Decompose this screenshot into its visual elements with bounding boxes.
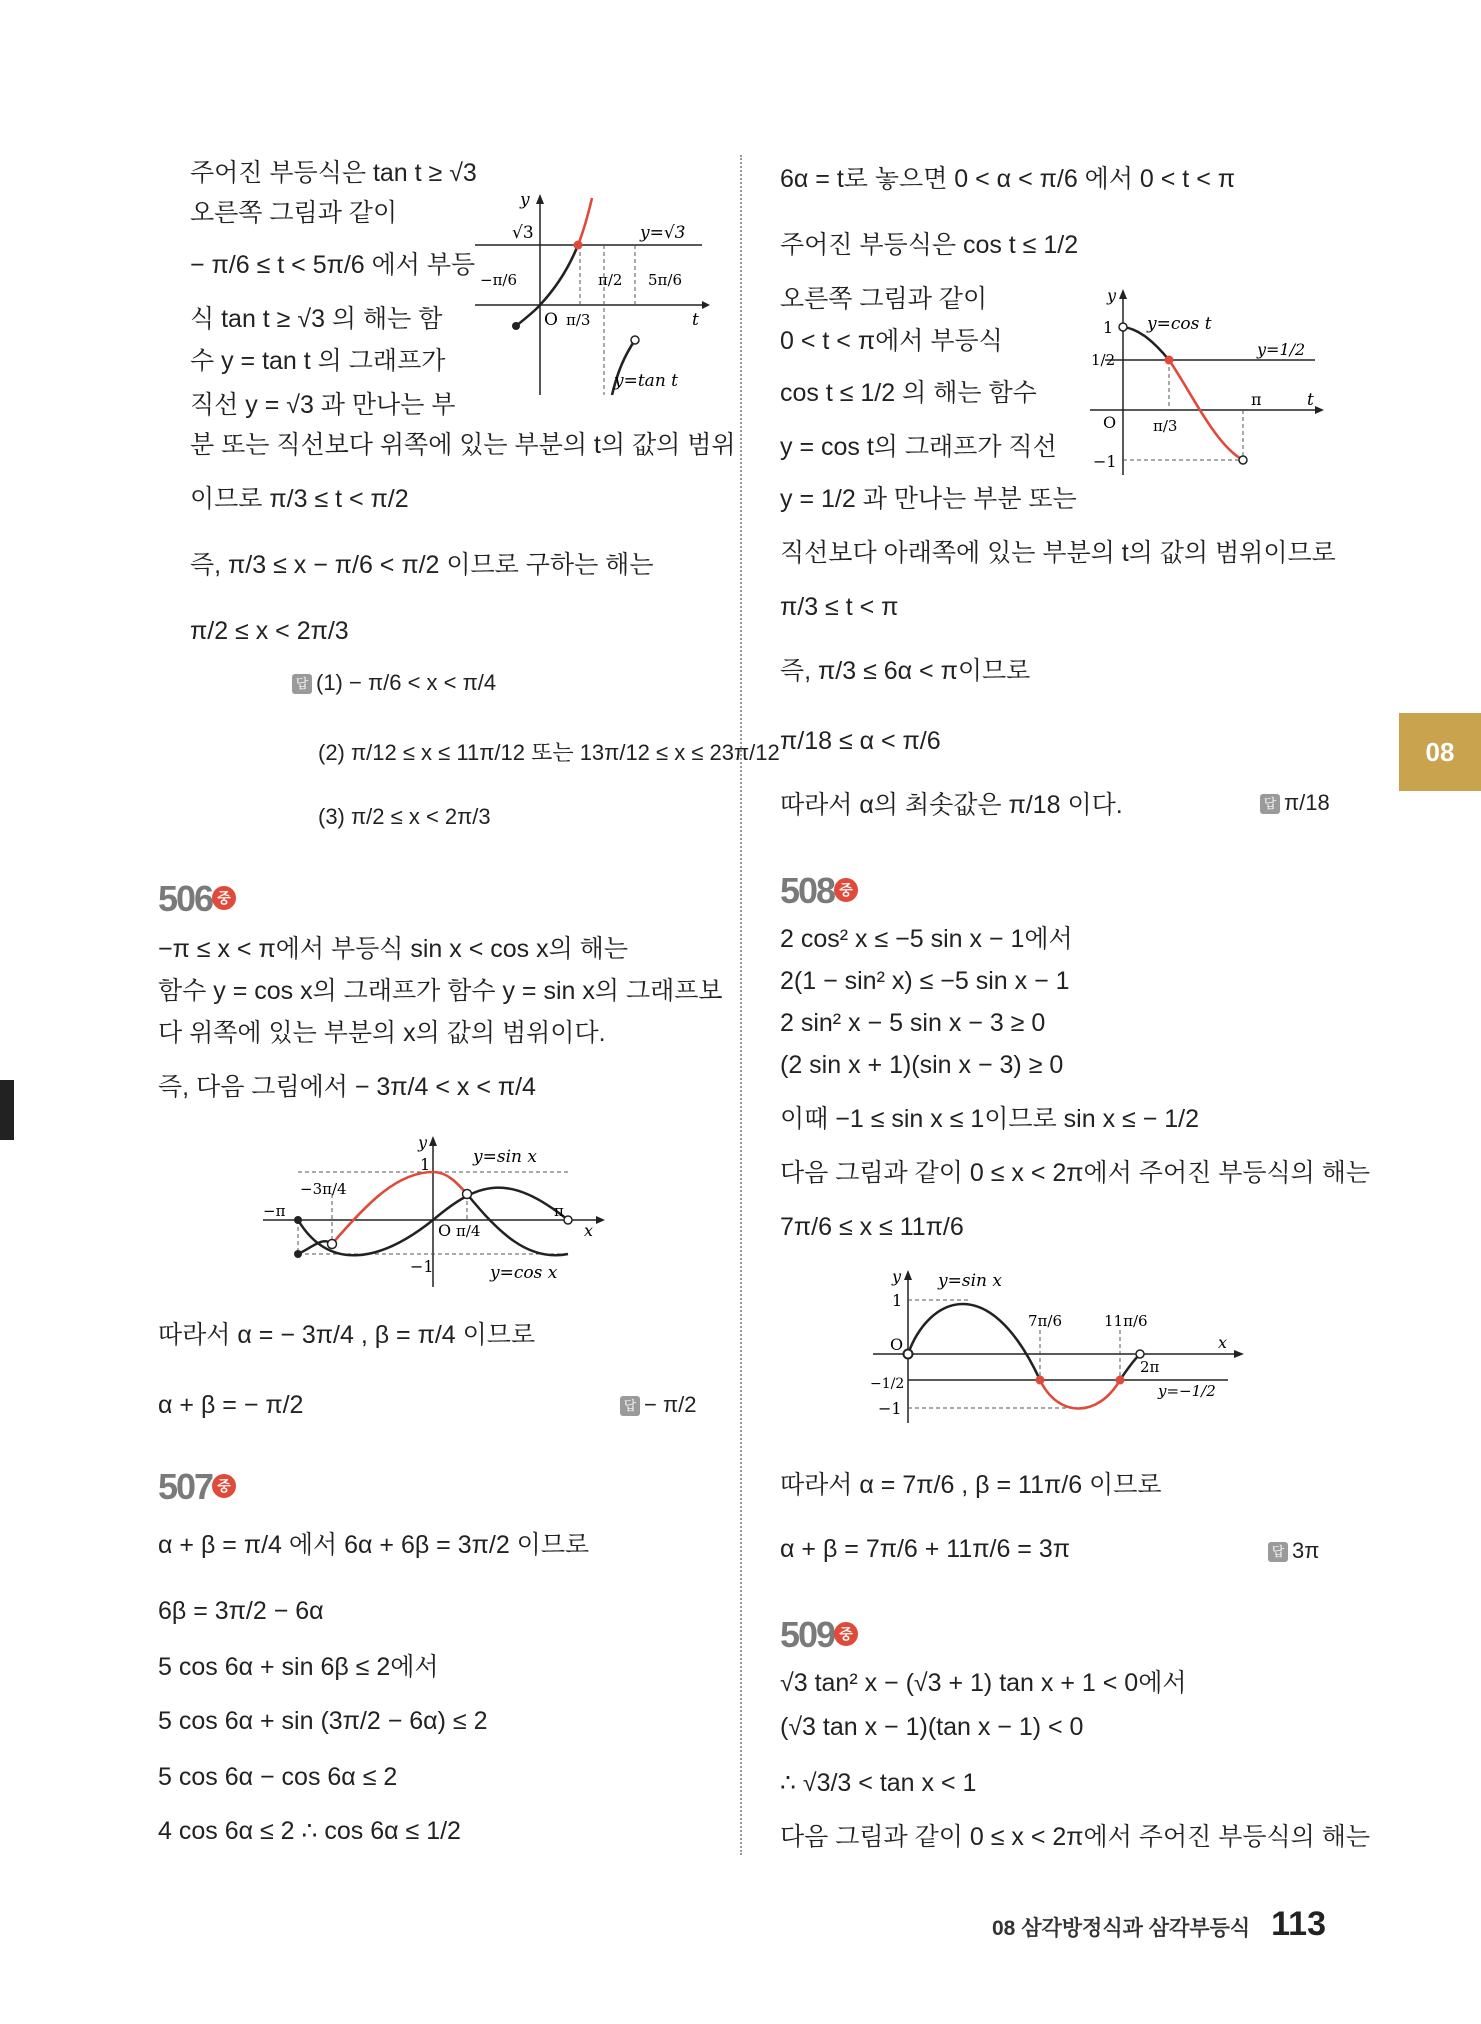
- neg-one-label: −1: [410, 1257, 434, 1276]
- side-marker: [0, 1080, 14, 1140]
- y-axis-label: y: [1107, 286, 1117, 305]
- text-line: 다 위쪽에 있는 부분의 x의 값의 범위이다.: [158, 1019, 606, 1047]
- text-line: 6β = 3π/2 − 6α: [158, 1597, 324, 1625]
- difficulty-badge: 중: [834, 1622, 858, 1646]
- text-line: ∴ √3/3 < tan x < 1: [780, 1769, 977, 1797]
- neg-one-label: −1: [1093, 452, 1117, 471]
- problem-number-509: 509: [780, 1614, 835, 1655]
- chapter-title: 08 삼각방정식과 삼각부등식: [992, 1917, 1251, 1940]
- tick-pi2: π/2: [598, 271, 623, 289]
- line-label: y=1/2: [1257, 340, 1306, 359]
- tick-pi: π: [1251, 390, 1262, 409]
- text-line: −π ≤ x < π에서 부등식 sin x < cos x의 해는: [158, 935, 628, 963]
- text-line: 분 또는 직선보다 위쪽에 있는 부분의 t의 값의 범위: [190, 431, 736, 459]
- text-line: y = cos t의 그래프가 직선: [780, 433, 1057, 461]
- t-axis-label: t: [692, 310, 699, 330]
- pi-label: π: [554, 1202, 564, 1220]
- problem-number-506: 506: [158, 878, 213, 919]
- tick-pi3: π/3: [1153, 417, 1178, 435]
- text-line: 즉, 다음 그림에서 − 3π/4 < x < π/4: [158, 1073, 536, 1101]
- y-axis-label: y: [892, 1268, 902, 1286]
- text-line: π/18 ≤ α < π/6: [780, 727, 941, 755]
- origin-label: O: [438, 1221, 452, 1240]
- text-line: 0 < t < π에서 부등식: [780, 327, 1003, 355]
- y-axis-label: y: [418, 1133, 428, 1152]
- origin-label: O: [544, 310, 558, 330]
- line-label: y=√3: [640, 223, 686, 243]
- text-line: 6α = t로 놓으면 0 < α < π/6 에서 0 < t < π: [780, 165, 1235, 193]
- text-line: 오른쪽 그림과 같이: [780, 285, 988, 313]
- cos-graph: [1085, 285, 1325, 480]
- text-line: √3 tan² x − (√3 + 1) tan x + 1 < 0에서: [780, 1669, 1187, 1697]
- answer-badge: 답: [1260, 794, 1280, 814]
- tick-7pi6: 7π/6: [1028, 1312, 1062, 1330]
- t-axis-label: t: [1307, 390, 1314, 410]
- chapter-tab: 08: [1399, 713, 1481, 791]
- difficulty-badge: 중: [834, 878, 858, 902]
- text-line: (2 sin x + 1)(sin x − 3) ≥ 0: [780, 1051, 1064, 1079]
- page-number: 113: [1271, 1905, 1326, 1943]
- curve-label: y=cos t: [1147, 314, 1212, 334]
- text-line: 즉, π/3 ≤ 6α < π이므로: [780, 657, 1031, 685]
- text-line: 다음 그림과 같이 0 ≤ x < 2π에서 주어진 부등식의 해는: [780, 1823, 1371, 1851]
- text-line: 따라서 α = − 3π/4 , β = π/4 이므로: [158, 1321, 536, 1349]
- half-label: 1/2: [1091, 351, 1116, 369]
- text-line: 4 cos 6α ≤ 2 ∴ cos 6α ≤ 1/2: [158, 1817, 461, 1845]
- answer-badge: 답: [1268, 1542, 1288, 1562]
- text-line: 직선 y = √3 과 만나는 부: [190, 391, 456, 419]
- one-label: 1: [1103, 318, 1114, 337]
- text-line: 함수 y = cos x의 그래프가 함수 y = sin x의 그래프보: [158, 977, 723, 1005]
- x-axis-label: x: [1218, 1333, 1228, 1352]
- text-line: 수 y = tan t 의 그래프가: [190, 347, 446, 375]
- pi4-label: π/4: [456, 1222, 481, 1240]
- text-line: 5 cos 6α + sin 6β ≤ 2에서: [158, 1653, 439, 1681]
- text-line: π/3 ≤ t < π: [780, 593, 899, 621]
- text-line: 이때 −1 ≤ sin x ≤ 1이므로 sin x ≤ − 1/2: [780, 1105, 1199, 1133]
- page-footer: [992, 1905, 1326, 1944]
- neg-3pi4-label: −3π/4: [300, 1180, 347, 1198]
- neg-one-label: −1: [878, 1399, 902, 1418]
- line-label: y=−1/2: [1158, 1382, 1216, 1400]
- text-line: − π/6 ≤ t < 5π/6 에서 부등: [190, 251, 476, 279]
- difficulty-badge: 중: [212, 1474, 236, 1498]
- text-line: cos t ≤ 1/2 의 해는 함수: [780, 379, 1037, 407]
- text-line: 2 sin² x − 5 sin x − 3 ≥ 0: [780, 1009, 1046, 1037]
- text-line: 2 cos² x ≤ −5 sin x − 1에서: [780, 925, 1073, 953]
- y-axis-label: y: [520, 190, 530, 210]
- origin-label: O: [1103, 413, 1117, 432]
- tick-2pi: 2π: [1140, 1358, 1160, 1376]
- sin-cos-graph: [258, 1132, 608, 1292]
- text-line: 식 tan t ≥ √3 의 해는 함: [190, 305, 443, 333]
- neg-half-label: −1/2: [870, 1376, 905, 1392]
- sqrt3-label: √3: [512, 223, 534, 243]
- text-line: 주어진 부등식은 tan t ≥ √3: [190, 159, 477, 187]
- text-line: α + β = π/4 에서 6α + 6β = 3π/2 이므로: [158, 1531, 590, 1559]
- one-label: 1: [892, 1291, 903, 1310]
- one-label: 1: [420, 1155, 431, 1174]
- text-line: y = 1/2 과 만나는 부분 또는: [780, 485, 1077, 513]
- text-line: 즉, π/3 ≤ x − π/6 < π/2 이므로 구하는 해는: [190, 551, 654, 579]
- answer-badge: 답: [620, 1396, 640, 1416]
- text-line: 2(1 − sin² x) ≤ −5 sin x − 1: [780, 967, 1070, 995]
- answer-1: 답 (1) − π/6 < x < π/4: [292, 670, 496, 696]
- sin-label: y=sin x: [938, 1271, 1002, 1291]
- text-line: 직선보다 아래쪽에 있는 부분의 t의 값의 범위이므로: [780, 539, 1336, 567]
- column-divider: [740, 155, 742, 1855]
- text-line: 다음 그림과 같이 0 ≤ x < 2π에서 주어진 부등식의 해는: [780, 1159, 1371, 1187]
- x-axis-label: x: [584, 1221, 594, 1240]
- tick-pi3: π/3: [566, 311, 591, 329]
- text-line: π/2 ≤ x < 2π/3: [190, 617, 349, 645]
- curve-label: y=tan t: [614, 371, 678, 391]
- neg-pi-label: −π: [263, 1202, 286, 1220]
- sin-label: y=sin x: [473, 1147, 537, 1167]
- text-line: (√3 tan x − 1)(tan x − 1) < 0: [780, 1713, 1084, 1741]
- text-line: 주어진 부등식은 cos t ≤ 1/2: [780, 231, 1079, 259]
- text-line: 7π/6 ≤ x ≤ 11π/6: [780, 1213, 964, 1241]
- answer-508: 답 3π: [1268, 1538, 1319, 1564]
- answer-badge: 답: [292, 674, 312, 694]
- text-line: 오른쪽 그림과 같이: [190, 199, 398, 227]
- answer-507: 답 π/18: [1260, 790, 1330, 816]
- origin-label: O: [890, 1335, 904, 1354]
- text-line: α + β = 7π/6 + 11π/6 = 3π: [780, 1535, 1071, 1563]
- text-line: 따라서 α = 7π/6 , β = 11π/6 이므로: [780, 1471, 1162, 1499]
- problem-number-507: 507: [158, 1466, 213, 1507]
- text-line: 5 cos 6α + sin (3π/2 − 6α) ≤ 2: [158, 1707, 488, 1735]
- difficulty-badge: 중: [212, 886, 236, 910]
- text-line: 5 cos 6α − cos 6α ≤ 2: [158, 1763, 398, 1791]
- answer-2: (2) π/12 ≤ x ≤ 11π/12 또는 13π/12 ≤ x ≤ 23π/12: [318, 740, 780, 765]
- tick-11pi6: 11π/6: [1104, 1312, 1148, 1330]
- answer-3: (3) π/2 ≤ x < 2π/3: [318, 804, 491, 829]
- tick-neg-pi6: −π/6: [480, 271, 518, 289]
- tick-5pi6: 5π/6: [648, 271, 682, 289]
- sin-graph: [868, 1268, 1248, 1426]
- text-line: α + β = − π/2: [158, 1391, 304, 1419]
- tan-graph: [470, 190, 710, 400]
- cos-label: y=cos x: [490, 1263, 558, 1283]
- problem-number-508: 508: [780, 870, 835, 911]
- text-line: 이므로 π/3 ≤ t < π/2: [190, 485, 409, 513]
- answer-506: 답 − π/2: [620, 1392, 697, 1418]
- text-line: 따라서 α의 최솟값은 π/18 이다.: [780, 791, 1123, 819]
